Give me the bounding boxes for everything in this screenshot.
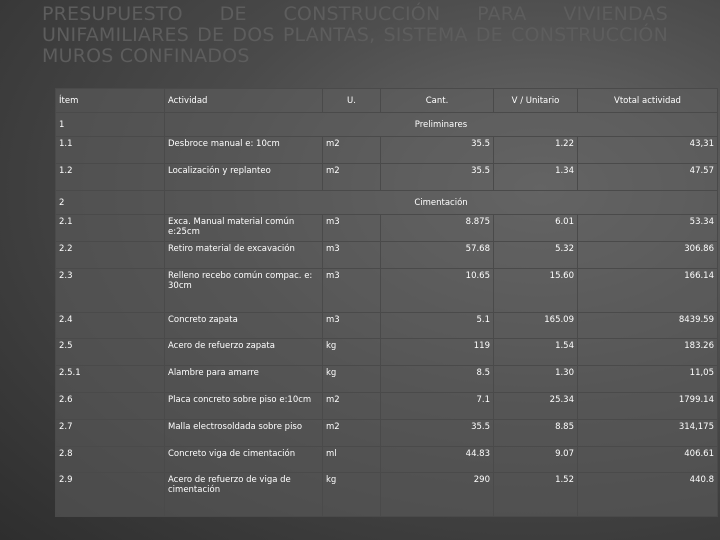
cell-valor-unitario: 9.07 <box>494 447 578 473</box>
cell-item: 2.4 <box>56 313 165 339</box>
table-row <box>56 137 718 164</box>
table-row <box>56 339 718 366</box>
table-row <box>56 215 718 242</box>
cell-actividad: Alambre para amarre <box>165 366 323 393</box>
cell-valor-total: 1799.14 <box>578 393 718 420</box>
cell-cantidad: 8.875 <box>381 215 494 242</box>
cell-valor-unitario: 15.60 <box>494 269 578 313</box>
cell-actividad: Acero de refuerzo zapata <box>165 339 323 366</box>
cell-unidad: m3 <box>323 269 381 313</box>
cell-unidad: kg <box>323 339 381 366</box>
cell-valor-unitario: 25.34 <box>494 393 578 420</box>
cell-cantidad: 10.65 <box>381 269 494 313</box>
cell-item: 1.2 <box>56 164 165 191</box>
cell-item: 2.6 <box>56 393 165 420</box>
cell-unidad: m2 <box>323 164 381 191</box>
cell-unidad: m2 <box>323 393 381 420</box>
cell-cantidad: 35.5 <box>381 164 494 191</box>
cell-valor-unitario: 165.09 <box>494 313 578 339</box>
table-row <box>56 164 718 191</box>
cell-actividad: Malla electrosoldada sobre piso <box>165 420 323 447</box>
cell-unidad: m3 <box>323 313 381 339</box>
cell-valor-total: 406.61 <box>578 447 718 473</box>
cell-valor-total: 306.86 <box>578 242 718 269</box>
section-row <box>56 191 718 215</box>
cell-item: 1.1 <box>56 137 165 164</box>
page-title <box>42 4 668 67</box>
table-row <box>56 420 718 447</box>
cell-valor-unitario: 1.30 <box>494 366 578 393</box>
cell-valor-unitario: 6.01 <box>494 215 578 242</box>
cell-item: 2.8 <box>56 447 165 473</box>
cell-unidad: m3 <box>323 215 381 242</box>
table-row <box>56 269 718 313</box>
cell-actividad: Acero de refuerzo de viga de cimentación <box>165 473 323 517</box>
table-row <box>56 366 718 393</box>
cell-cantidad: 35.5 <box>381 137 494 164</box>
cell-valor-total: 314,175 <box>578 420 718 447</box>
cell-valor-total: 183.26 <box>578 339 718 366</box>
cell-cantidad: 5.1 <box>381 313 494 339</box>
title-line-2: UNIFAMILIARES DE DOS PLANTAS, SISTEMA DE CONSTRUCCIÓN <box>42 24 668 46</box>
cell-cantidad: 8.5 <box>381 366 494 393</box>
cell-actividad: Concreto viga de cimentación <box>165 447 323 473</box>
section-name: Preliminares <box>165 113 718 137</box>
cell-valor-total: 166.14 <box>578 269 718 313</box>
cell-valor-unitario: 8.85 <box>494 420 578 447</box>
cell-valor-unitario: 1.34 <box>494 164 578 191</box>
table-header-row <box>56 89 718 113</box>
header-valor-unitario: V / Unitario <box>494 89 578 113</box>
cell-unidad: kg <box>323 473 381 517</box>
cell-actividad: Localización y replanteo <box>165 164 323 191</box>
cell-actividad: Desbroce manual e: 10cm <box>165 137 323 164</box>
title-line-1: PRESUPUESTO DE CONSTRUCCIÓN PARA VIVIENDAS <box>42 3 668 25</box>
cell-actividad: Placa concreto sobre piso e:10cm <box>165 393 323 420</box>
cell-cantidad: 7.1 <box>381 393 494 420</box>
header-cantidad: Cant. <box>381 89 494 113</box>
cell-item: 2.1 <box>56 215 165 242</box>
header-valor-total: Vtotal actividad <box>578 89 718 113</box>
title-line-3: MUROS CONFINADOS <box>42 45 250 67</box>
cell-item: 2.3 <box>56 269 165 313</box>
cell-item: 2.2 <box>56 242 165 269</box>
cell-item: 2.5.1 <box>56 366 165 393</box>
cell-unidad: m2 <box>323 420 381 447</box>
section-item: 2 <box>56 191 165 215</box>
cell-item: 2.7 <box>56 420 165 447</box>
cell-actividad: Relleno recebo común compac. e: 30cm <box>165 269 323 313</box>
cell-valor-unitario: 1.54 <box>494 339 578 366</box>
table-row <box>56 393 718 420</box>
cell-valor-total: 43,31 <box>578 137 718 164</box>
section-row <box>56 113 718 137</box>
cell-cantidad: 35.5 <box>381 420 494 447</box>
table-row <box>56 242 718 269</box>
cell-valor-total: 11,05 <box>578 366 718 393</box>
cell-actividad: Retiro material de excavación <box>165 242 323 269</box>
table-row <box>56 313 718 339</box>
cell-cantidad: 290 <box>381 473 494 517</box>
header-actividad: Actividad <box>165 89 323 113</box>
cell-unidad: m3 <box>323 242 381 269</box>
section-item: 1 <box>56 113 165 137</box>
cell-actividad: Concreto zapata <box>165 313 323 339</box>
cell-cantidad: 44.83 <box>381 447 494 473</box>
cell-actividad: Exca. Manual material común e:25cm <box>165 215 323 242</box>
table-row <box>56 447 718 473</box>
cell-valor-total: 47.57 <box>578 164 718 191</box>
cell-item: 2.9 <box>56 473 165 517</box>
cell-unidad: kg <box>323 366 381 393</box>
cell-valor-unitario: 5.32 <box>494 242 578 269</box>
header-unidad: U. <box>323 89 381 113</box>
cell-valor-total: 440.8 <box>578 473 718 517</box>
cell-cantidad: 119 <box>381 339 494 366</box>
budget-table <box>55 88 718 517</box>
cell-unidad: ml <box>323 447 381 473</box>
table-row <box>56 473 718 517</box>
header-item: Ítem <box>56 89 165 113</box>
cell-valor-unitario: 1.22 <box>494 137 578 164</box>
cell-valor-total: 8439.59 <box>578 313 718 339</box>
section-name: Cimentación <box>165 191 718 215</box>
cell-unidad: m2 <box>323 137 381 164</box>
cell-item: 2.5 <box>56 339 165 366</box>
cell-cantidad: 57.68 <box>381 242 494 269</box>
cell-valor-total: 53.34 <box>578 215 718 242</box>
cell-valor-unitario: 1.52 <box>494 473 578 517</box>
